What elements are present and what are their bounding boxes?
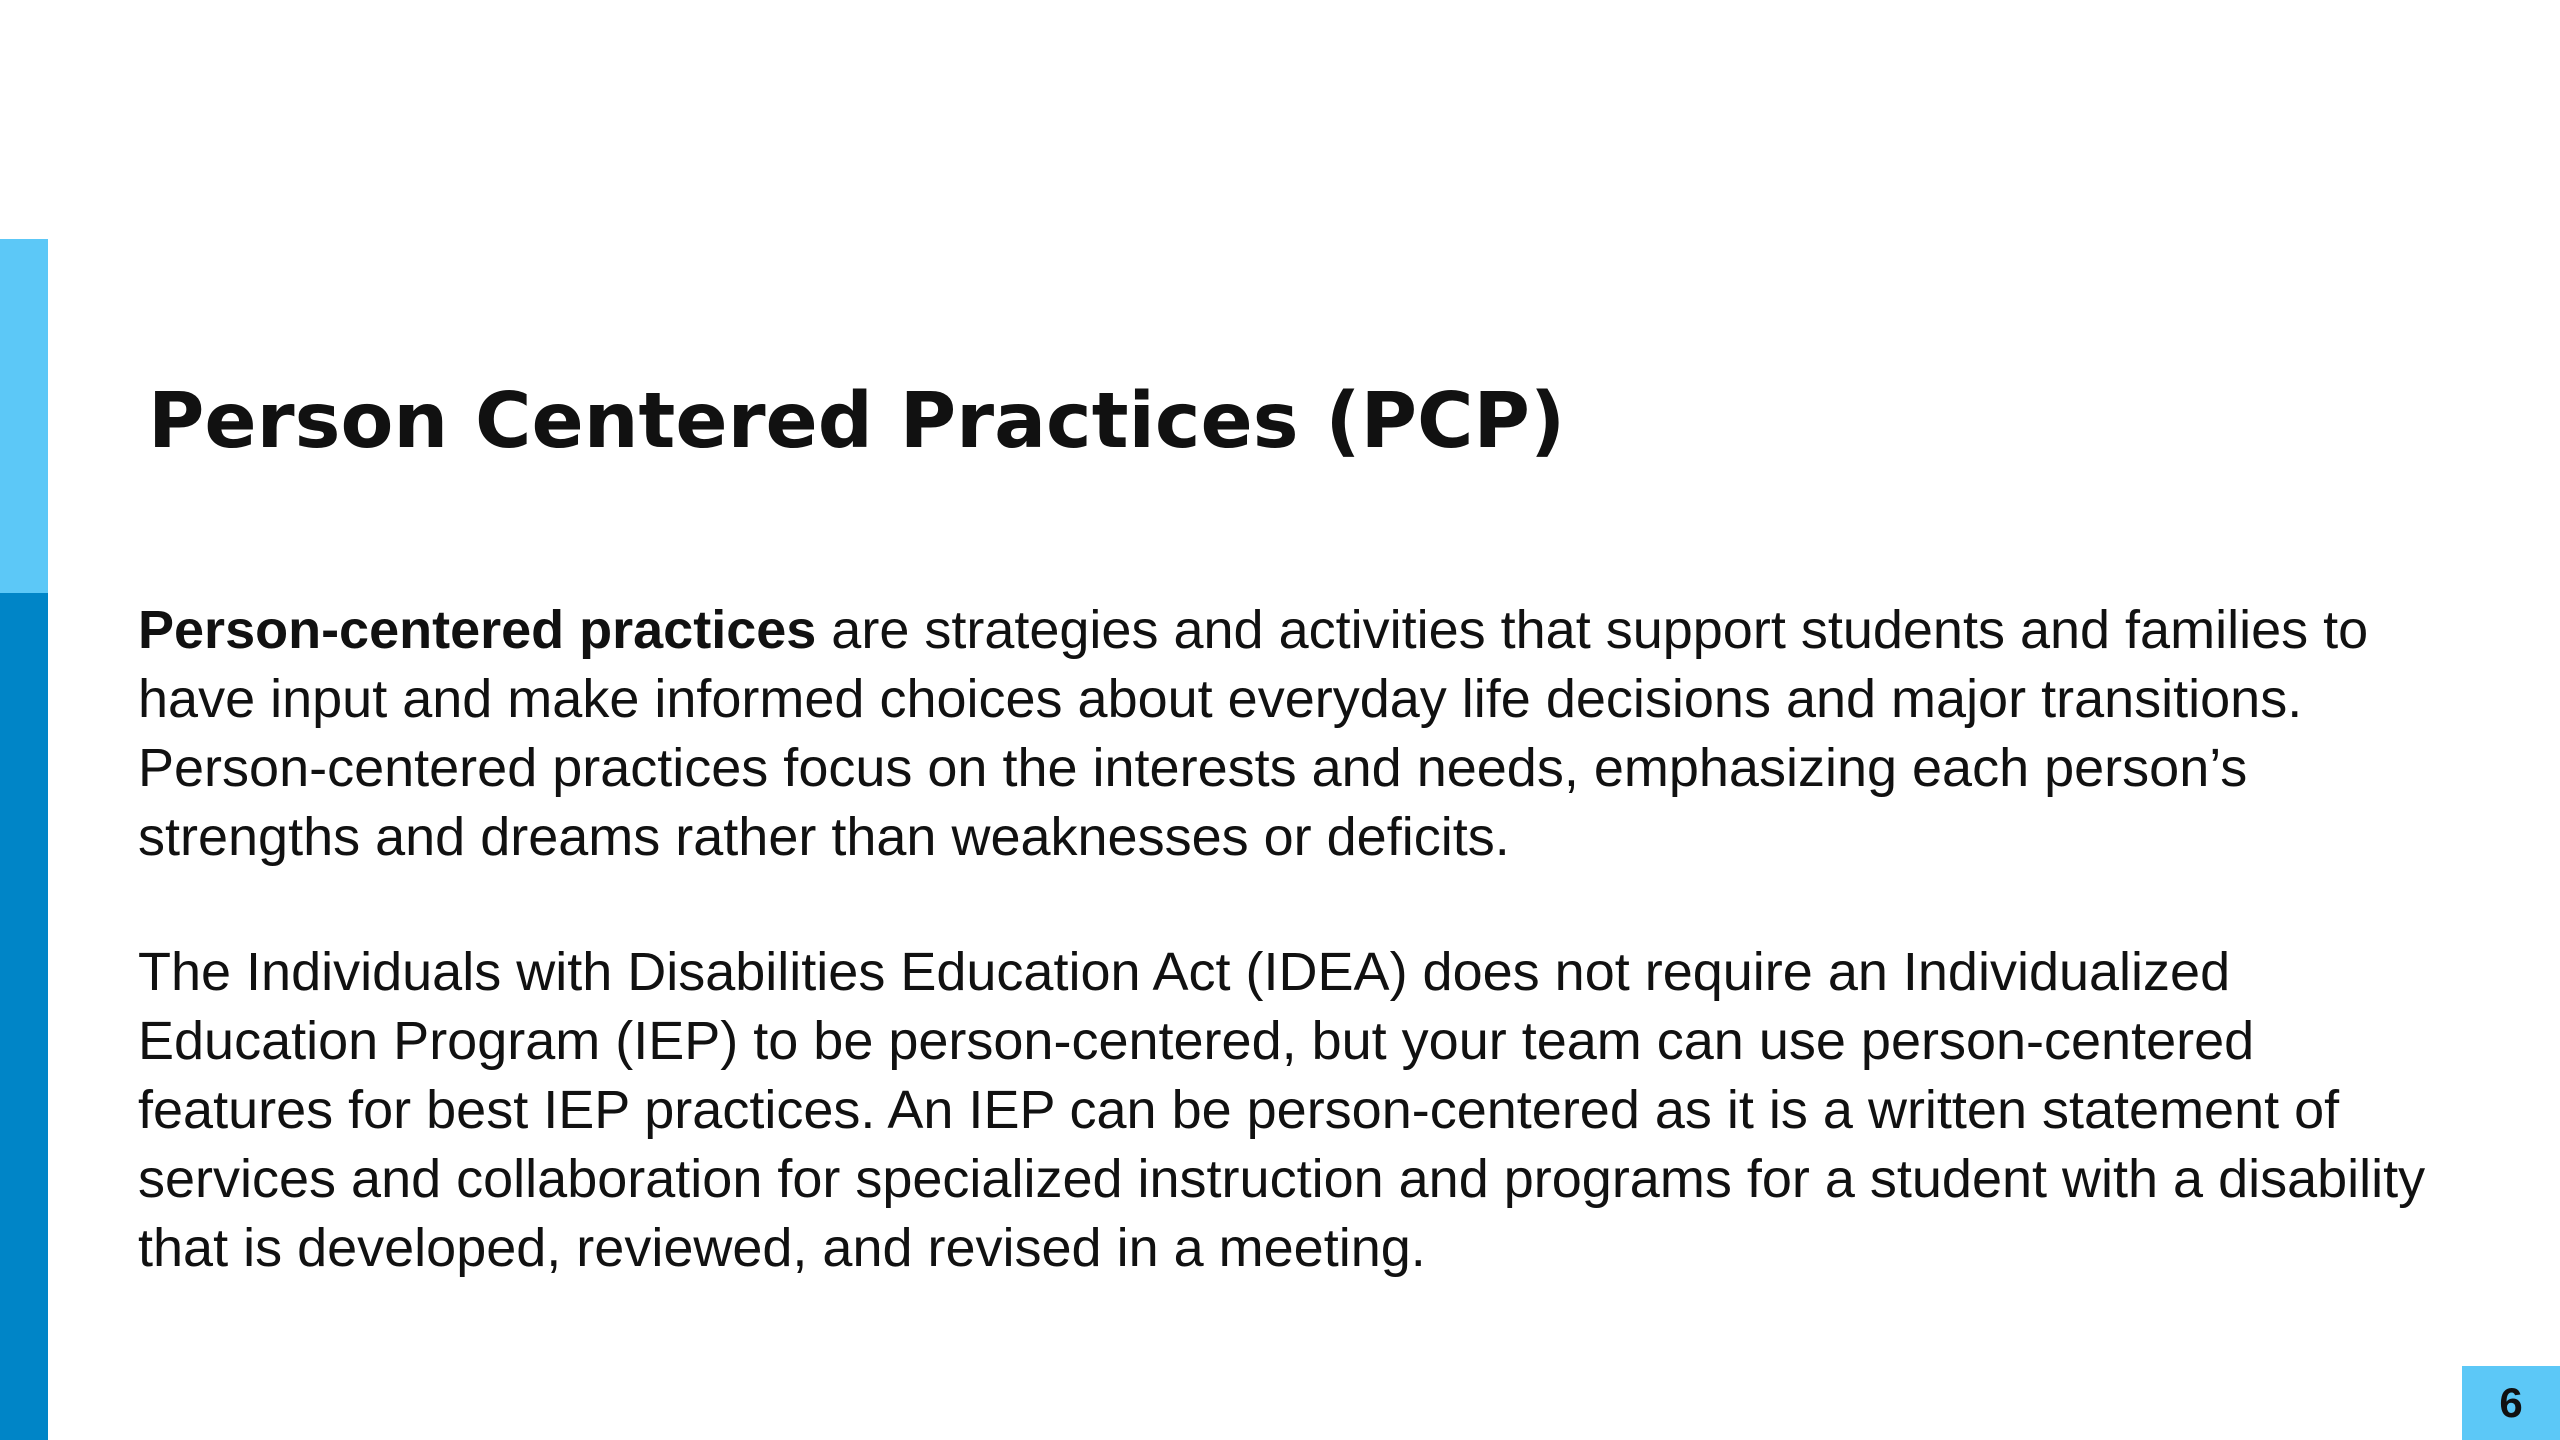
slide-body xyxy=(138,596,2438,1349)
slide-title: Person Centered Practices (PCP) xyxy=(148,377,1566,466)
page-number: 6 xyxy=(2462,1366,2560,1440)
accent-bar-light xyxy=(0,239,48,593)
defined-term: Person-centered practices xyxy=(138,600,817,660)
definition-paragraph xyxy=(138,596,2438,872)
definition-text: are strategies and activities that support students and families to have input and make informed choices about everyday life decisions and major transitions. Person-centered practices focus on the interests and needs, emphasizing each person’s strengths and dreams rather than weaknesses or deficits. xyxy=(138,600,2369,867)
idea-paragraph: The Individuals with Disabilities Education Act (IDEA) does not require an Individualized Education Program (IEP) to be person-centered, but your team can use person-centered features for best IEP practices. An IEP can be person-centered as it is a written statement of services and collaboration for specialized instruction and programs for a student with a disability that is developed, reviewed, and revised in a meeting. xyxy=(138,942,2426,1278)
accent-bar-dark xyxy=(0,593,48,1440)
